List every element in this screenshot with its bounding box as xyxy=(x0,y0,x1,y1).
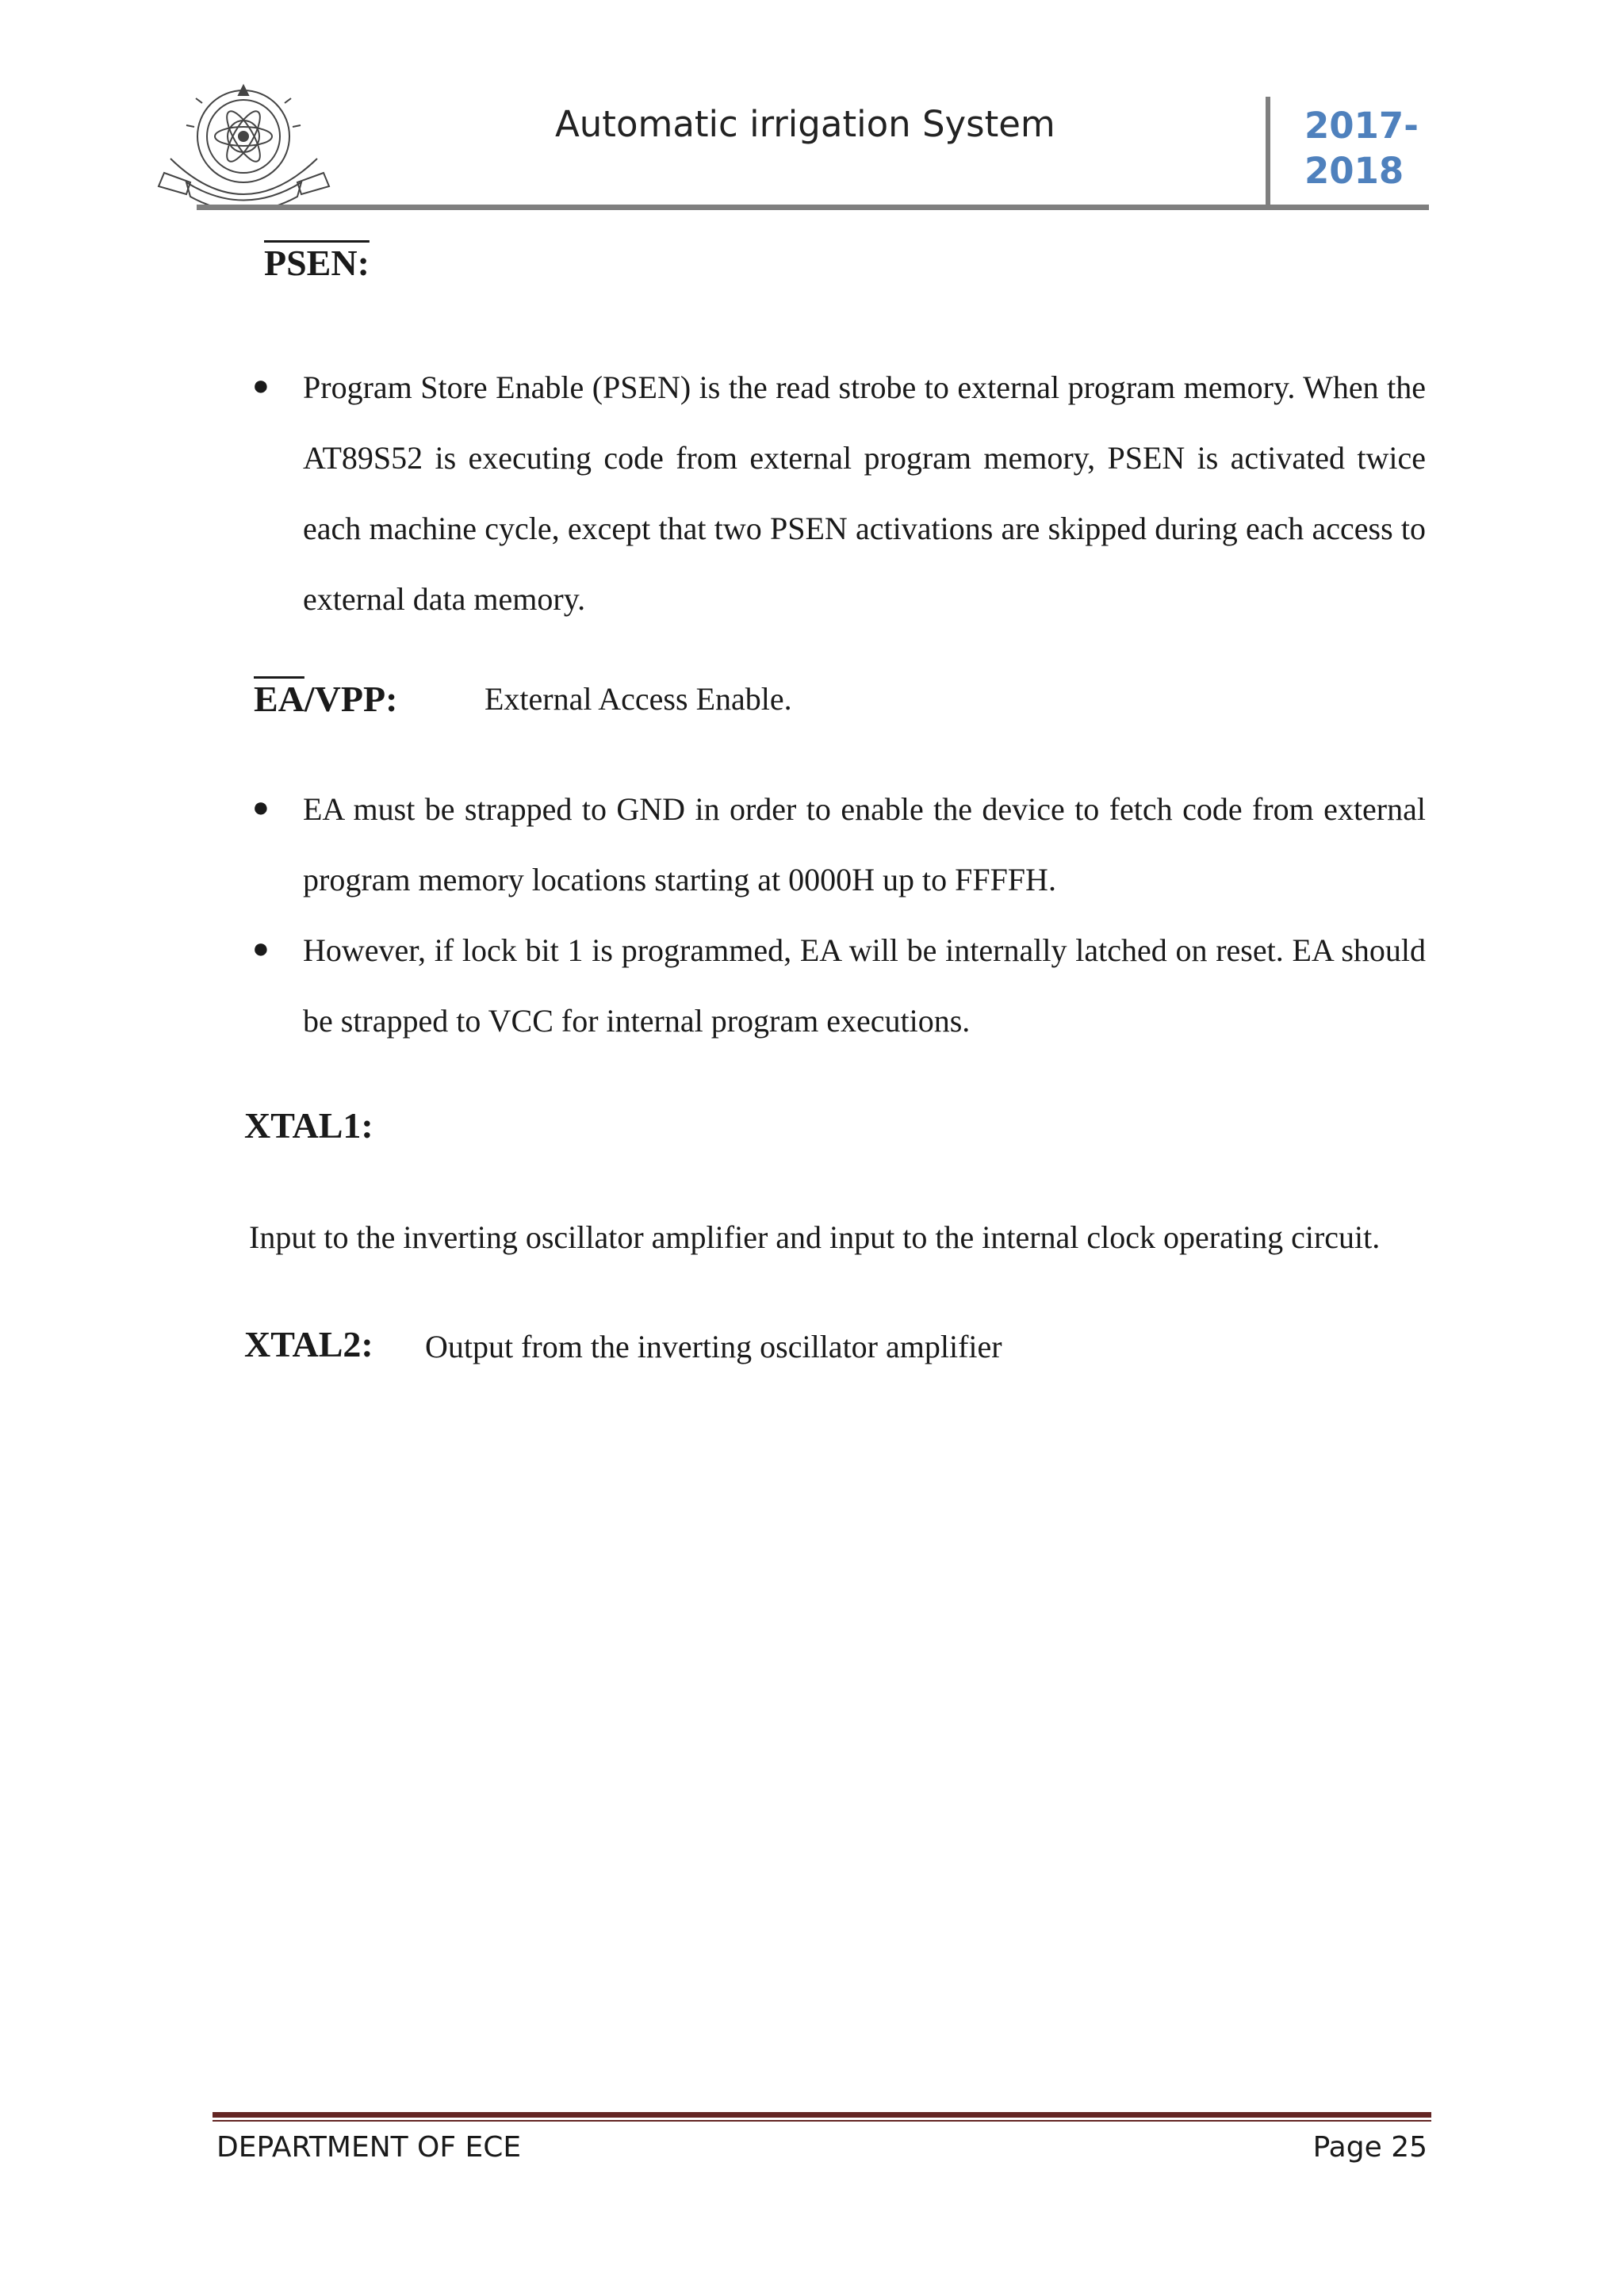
xtal2-text: Output from the inverting oscillator amplifier xyxy=(425,1329,1002,1364)
bullet-marker: ● xyxy=(252,369,270,401)
ea-bullet-1: EA must be strapped to GND in order to enable the device to fetch code from external program memory locations starting at 0000H up to FFFFH. xyxy=(303,791,1426,897)
psen-bullet-1: Program Store Enable (PSEN) is the read strobe to external program memory. When the AT89S52 is executing code from external program memory, PSEN is activated twice each machine cycle, except that two PSEN activations are skipped during each access to external data memory. xyxy=(303,369,1426,617)
bullet-marker: ● xyxy=(252,932,270,964)
document-title: Automatic irrigation System xyxy=(555,103,1055,145)
ea-bullet-2: However, if lock bit 1 is programmed, EA will be internally latched on reset. EA should be strapped to VCC for internal program executions. xyxy=(303,932,1426,1039)
ea-overbar-label: $\overline{EA}$ xyxy=(254,679,304,719)
xtal1-text: Input to the inverting oscillator amplifier and input to the internal clock operating circuit. xyxy=(249,1219,1381,1255)
year-line-2: 2018 xyxy=(1304,150,1404,192)
psen-heading: PSEN: xyxy=(264,243,370,283)
year-line-1: 2017- xyxy=(1304,105,1419,147)
ea-vpp-description: External Access Enable. xyxy=(485,681,792,717)
footer-rule-thin xyxy=(213,2120,1431,2122)
header-rule xyxy=(197,205,1429,210)
ea-vpp-heading: $\overline{EA}$/VPP: xyxy=(254,679,398,719)
academic-year xyxy=(1304,103,1447,193)
xtal2-heading: XTAL2: xyxy=(244,1324,373,1364)
college-emblem-icon xyxy=(155,79,333,206)
header-divider xyxy=(1266,97,1270,206)
bullet-marker: ● xyxy=(252,791,270,823)
xtal1-heading: XTAL1: xyxy=(244,1105,373,1146)
footer-rule xyxy=(213,2112,1431,2118)
department-label: DEPARTMENT OF ECE xyxy=(216,2131,522,2164)
page-number: Page 25 xyxy=(1312,2131,1427,2164)
